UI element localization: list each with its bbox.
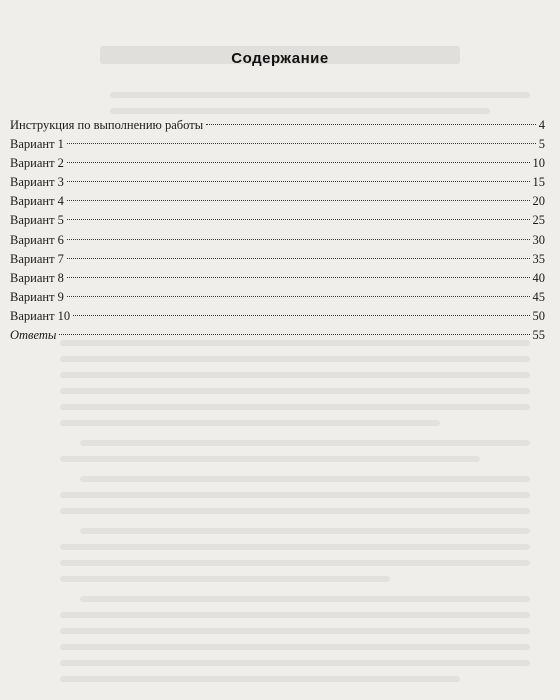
toc-entry-label: Вариант 2 (10, 156, 64, 171)
dot-leader (67, 296, 530, 297)
toc-entry-label: Инструкция по выполнению работы (10, 118, 204, 132)
toc-entry-label: Вариант 6 (10, 232, 64, 247)
dot-leader (67, 239, 530, 240)
toc-row (10, 211, 545, 230)
toc-row (10, 173, 545, 192)
toc-page-number: 15 (532, 175, 545, 190)
toc-row (10, 192, 545, 211)
toc-row (10, 116, 545, 135)
toc-row-answers (10, 326, 545, 345)
dot-leader (67, 162, 530, 163)
toc-entry-label: Вариант 1 (10, 137, 64, 152)
toc-entry-label: Вариант 3 (10, 175, 64, 190)
dot-leader (67, 258, 530, 259)
dot-leader (67, 200, 530, 201)
toc-page-number: 50 (532, 308, 545, 323)
toc-entry-label: Вариант 10 (10, 308, 71, 323)
toc-entry-label: Вариант 9 (10, 289, 64, 304)
toc-page-number: 5 (538, 137, 545, 152)
toc-entry-label: Вариант 7 (10, 251, 64, 266)
toc-page-number: 40 (532, 270, 545, 285)
toc-row (10, 154, 545, 173)
dot-leader (67, 277, 530, 278)
toc-entry-label: Вариант 4 (10, 194, 64, 209)
page-title: Содержание (231, 50, 329, 67)
toc-page-number: 35 (532, 251, 545, 266)
toc-page-number: 45 (532, 289, 545, 304)
toc-row (10, 231, 545, 250)
dot-leader (67, 181, 530, 182)
toc-page-number: 25 (532, 213, 545, 228)
dot-leader (73, 315, 529, 316)
toc-row (10, 269, 545, 288)
dot-leader (67, 143, 536, 144)
toc-row (10, 307, 545, 326)
toc-row (10, 135, 545, 154)
toc-row (10, 288, 545, 307)
dot-leader (59, 334, 529, 335)
toc-page-number: 4 (538, 118, 545, 132)
toc-row (10, 250, 545, 269)
toc-entry-label: Вариант 8 (10, 270, 64, 285)
dot-leader (67, 219, 530, 220)
toc-page-number: 30 (532, 232, 545, 247)
table-of-contents (10, 116, 545, 345)
toc-entry-label: Вариант 5 (10, 213, 64, 228)
dot-leader (206, 124, 536, 125)
toc-page-number: 10 (532, 156, 545, 171)
toc-page-number: 55 (532, 328, 545, 343)
toc-entry-label: Ответы (10, 328, 57, 343)
toc-page-number: 20 (532, 194, 545, 209)
